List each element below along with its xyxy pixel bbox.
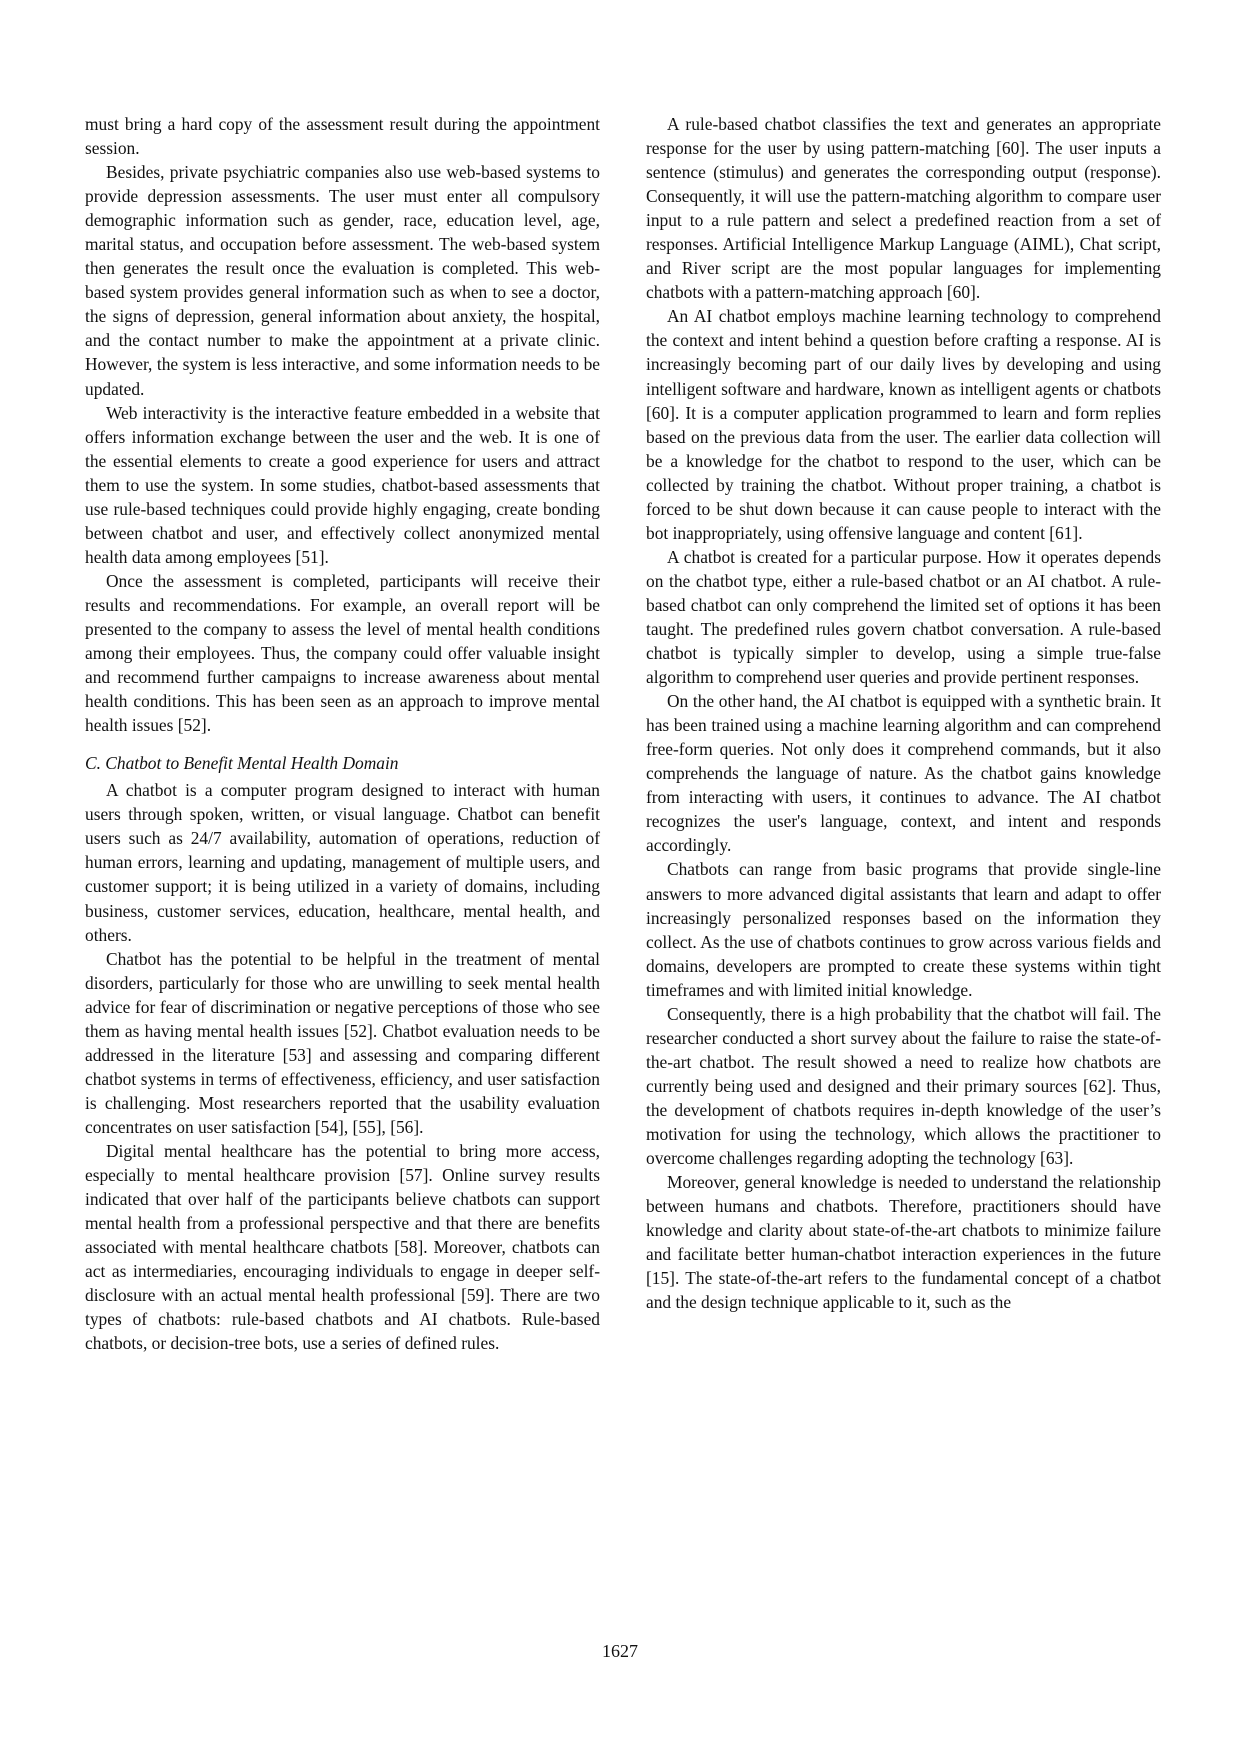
body-paragraph: Chatbot has the potential to be helpful in the treatment of mental disorders, particularly for those who are unwilling to seek mental health advice for fear of discrimination or negative perceptions of those who see them as having mental health issues [52]. Chatbot evaluation needs to be addressed in the literature [53] and assessing and comparing different chatbot systems in terms of effectiveness, efficiency, and user satisfaction is challenging. Most researchers reported that the usability evaluation concentrates on user satisfaction [54], [55], [56]. bbox=[85, 948, 600, 1137]
body-paragraph: Chatbots can range from basic programs that provide single-line answers to more advanced digital assistants that learn and adapt to offer increasingly personalized responses based on the information they collect. As the use of chatbots continues to grow across various fields and domains, developers are prompted to create these systems within tight timeframes and with limited initial knowledge. bbox=[646, 859, 1161, 1000]
body-paragraph: Moreover, general knowledge is needed to understand the relationship between humans and chatbots. Therefore, practitioners should have knowledge and clarity about state-of-the-art chatbots to minimize failure and facilitate better human-chatbot interaction experiences in the future [15]. The state-of-the-art refers to the fundamental concept of a chatbot and the design technique applicable to it, such as the bbox=[646, 1172, 1161, 1313]
body-paragraph: Digital mental healthcare has the potential to bring more access, especially to mental healthcare provision [57]. Online survey results indicated that over half of the participants believe chatbots can support mental health from a professional perspective and that there are benefits associated with mental healthcare chatbots [58]. Moreover, chatbots can act as intermediaries, encouraging individuals to engage in deeper self-disclosure with an actual mental health professional [59]. There are two types of chatbots: rule-based chatbots and AI chatbots. Rule-based chatbots, or decision-tree bots, use a series of defined rules. bbox=[85, 1140, 600, 1354]
body-paragraph: A chatbot is created for a particular purpose. How it operates depends on the chatbot type, either a rule-based chatbot or an AI chatbot. A rule-based chatbot can only comprehend the limited set of options it has been taught. The predefined rules govern chatbot conversation. A rule-based chatbot is typically simpler to develop, using a simple true-false algorithm to comprehend user queries and provide pertinent responses. bbox=[646, 546, 1161, 688]
body-paragraph: Once the assessment is completed, participants will receive their results and recommendations. For example, an overall report will be presented to the company to assess the level of mental health conditions among their employees. Thus, the company could offer valuable insight and recommend further campaigns to increase awareness about mental health conditions. This has been seen as an approach to improve mental health issues [52]. bbox=[85, 570, 600, 736]
body-paragraph: An AI chatbot employs machine learning technology to comprehend the context and intent behind a question before crafting a response. AI is increasingly becoming part of our daily lives by developing and using intelligent software and hardware, known as intelligent agents or chatbots [60]. It is a computer application programmed to learn and form replies based on the previous data from the user. The earlier data collection will be a knowledge for the chatbot to respond to the user, which can be collected by training the chatbot. Without proper training, a chatbot is forced to be shut down because it can cause people to interact with the bot inappropriately, using offensive language and content [61]. bbox=[646, 306, 1161, 543]
body-paragraph: On the other hand, the AI chatbot is equipped with a synthetic brain. It has been trained using a machine learning algorithm and can comprehend free-form queries. Not only does it comprehend commands, but it also comprehends the language of nature. As the chatbot gains knowledge from interacting with users, it continues to advance. The AI chatbot recognizes the user's language, context, and intent and responds accordingly. bbox=[646, 691, 1161, 856]
left-column bbox=[85, 112, 600, 1355]
right-column bbox=[646, 112, 1161, 1314]
body-paragraph: Web interactivity is the interactive feature embedded in a website that offers information exchange between the user and the web. It is one of the essential elements to create a good experience for users and attract them to use the system. In some studies, chatbot-based assessments that use rule-based techniques could provide highly engaging, create bonding between chatbot and user, and effectively collect anonymized mental health data among employees [51]. bbox=[85, 402, 600, 567]
body-paragraph: A chatbot is a computer program designed to interact with human users through spoken, written, or visual language. Chatbot can benefit users such as 24/7 availability, automation of operations, reduction of human errors, learning and updating, management of multiple users, and customer support; it is being utilized in a variety of domains, including business, customer services, education, healthcare, mental health, and others. bbox=[85, 780, 600, 945]
body-paragraph: Consequently, there is a high probability that the chatbot will fail. The researcher conducted a short survey about the failure to raise the state-of-the-art chatbot. The result showed a need to realize how chatbots are currently being used and designed and their primary sources [62]. Thus, the development of chatbots requires in-depth knowledge of the user’s motivation for using the technology, which allows the practitioner to overcome challenges regarding adopting the technology [63]. bbox=[646, 1003, 1161, 1169]
page-number: 1627 bbox=[602, 1641, 638, 1661]
section-heading: C. Chatbot to Benefit Mental Health Domain bbox=[85, 753, 399, 774]
body-paragraph: must bring a hard copy of the assessment result during the appointment session. bbox=[85, 114, 600, 159]
body-paragraph: A rule-based chatbot classifies the text and generates an appropriate response for the user by using pattern-matching [60]. The user inputs a sentence (stimulus) and generates the corresponding output (response). Consequently, it will use the pattern-matching algorithm to compare user input to a rule pattern and select a predefined reaction from a set of responses. Artificial Intelligence Markup Language (AIML), Chat script, and River script are the most popular languages for implementing chatbots with a pattern-matching approach [60]. bbox=[646, 114, 1161, 303]
body-paragraph: Besides, private psychiatric companies also use web-based systems to provide depression assessments. The user must enter all compulsory demographic information such as gender, race, education level, age, marital status, and occupation before assessment. The web-based system then generates the result once the evaluation is completed. This web-based system provides general information such as when to see a doctor, the signs of depression, general information about anxiety, the hospital, and the contact number to make the appointment at a private clinic. However, the system is less interactive, and some information needs to be updated. bbox=[85, 162, 600, 399]
